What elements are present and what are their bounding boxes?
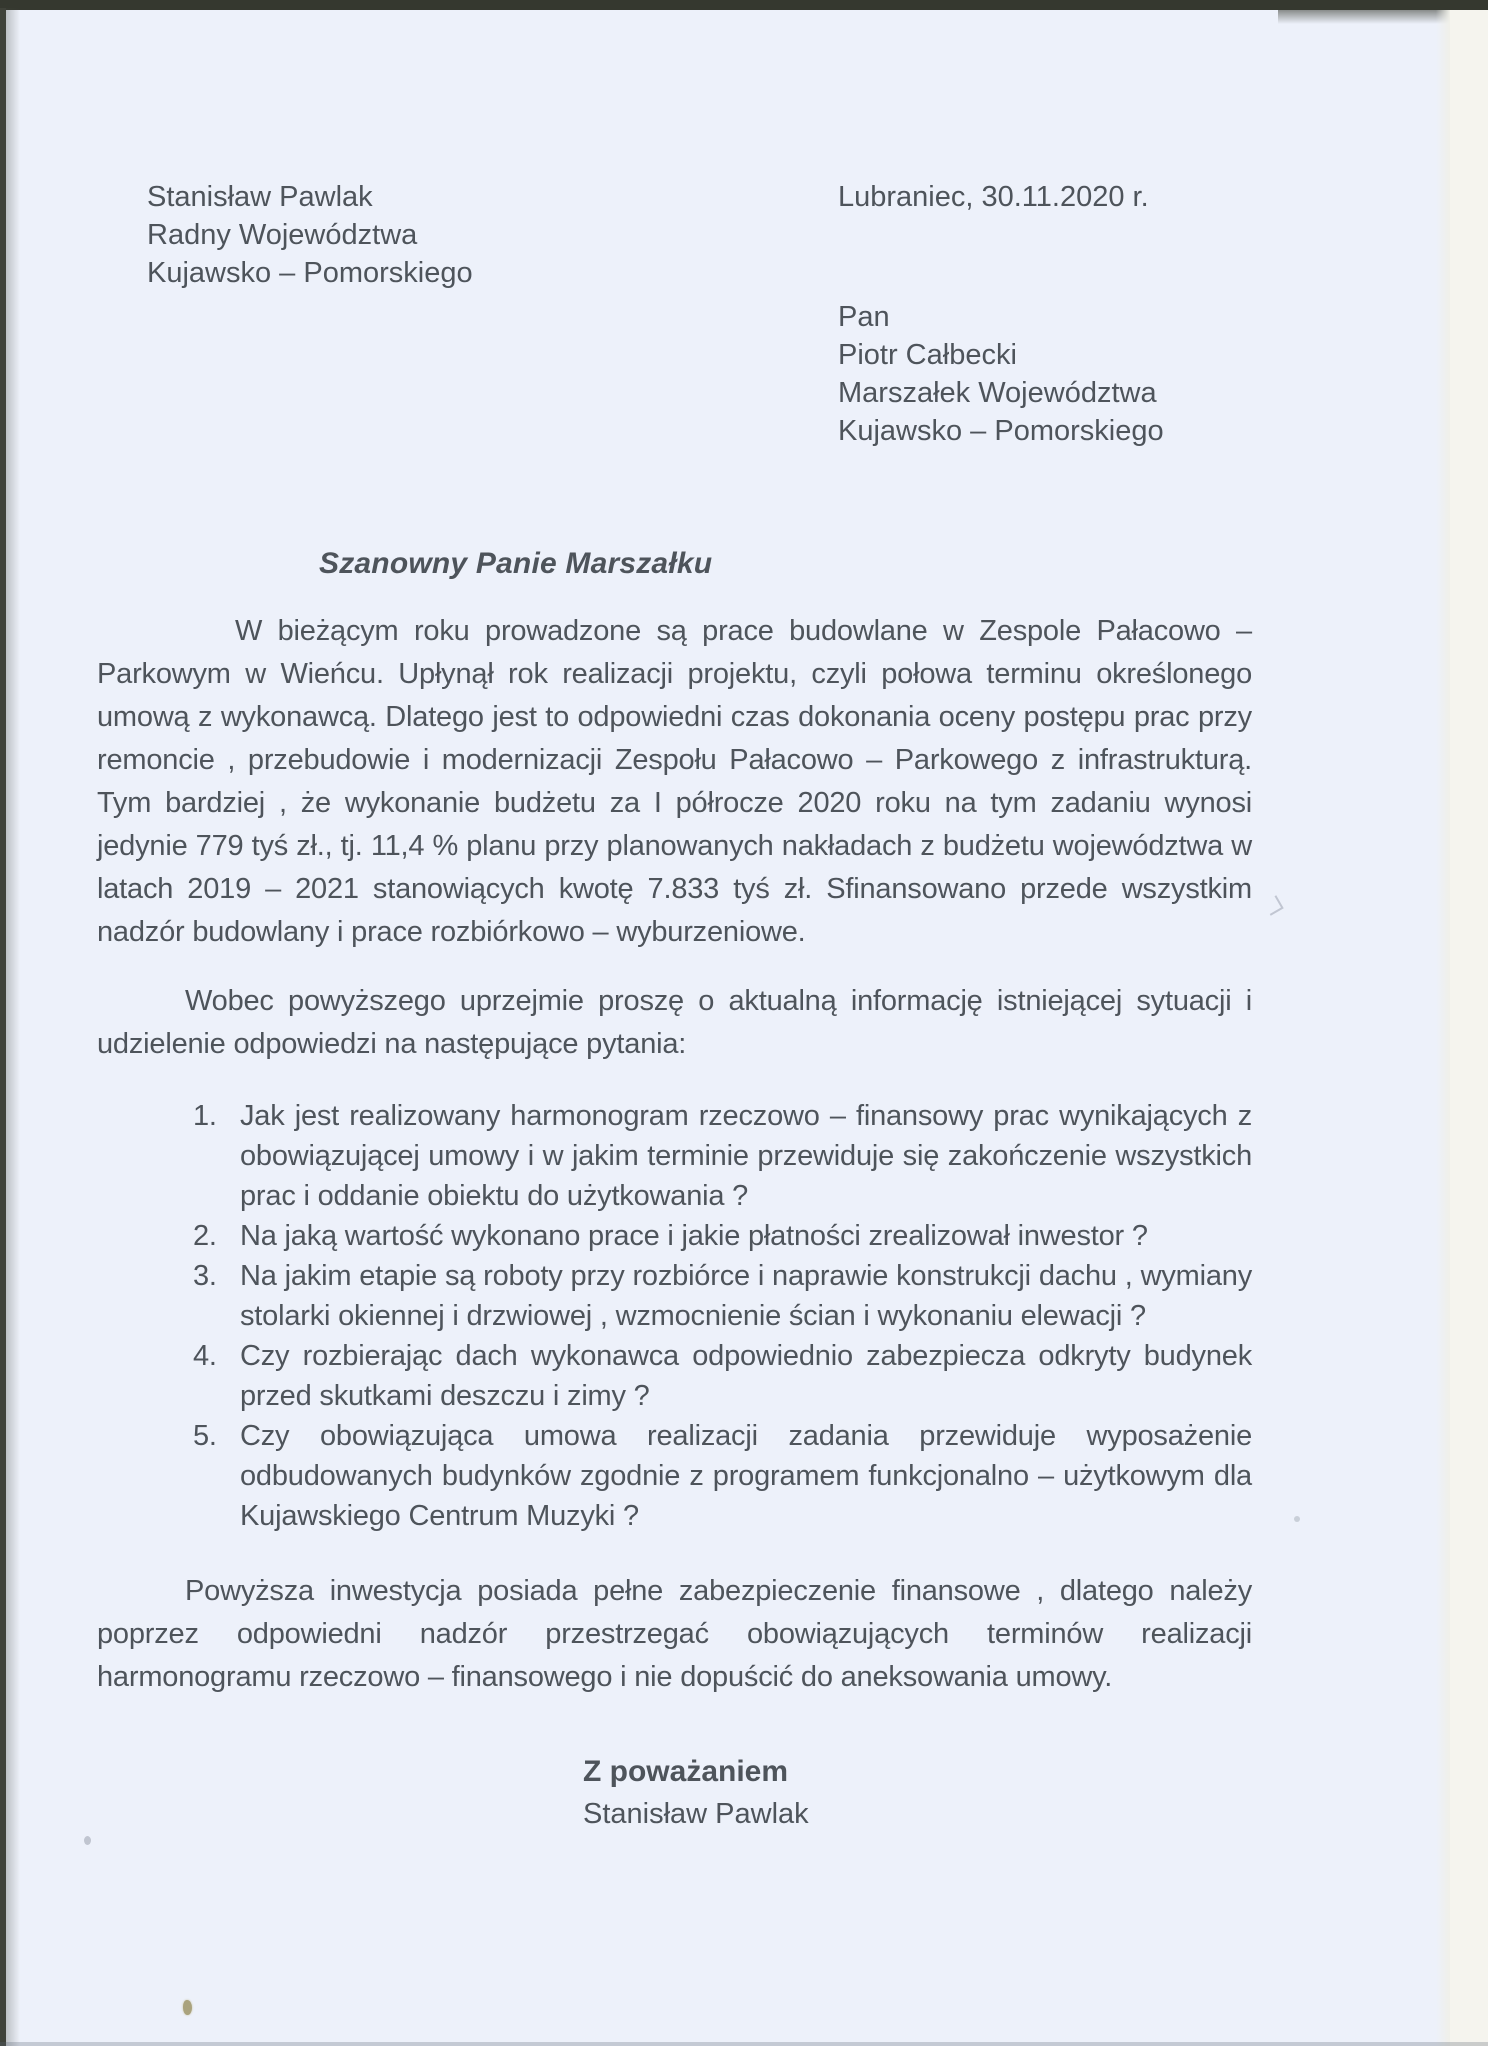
question-text: Jak jest realizowany harmonogram rzeczowo – finansowy prac wynikających z obowiązującej umowy i w jakim terminie przewiduje się zakończenie wszystkich prac i oddanie obiektu do użytkowania ?	[240, 1100, 1252, 1212]
recipient-salutation-word: Pan	[838, 301, 890, 333]
question-number: 5.	[193, 1420, 217, 1452]
address-column	[838, 178, 1164, 450]
question-item-2	[97, 1216, 1252, 1256]
scanner-bottom-edge	[0, 2042, 1488, 2046]
question-number: 1.	[193, 1100, 217, 1132]
letterhead	[97, 178, 1252, 450]
question-number: 3.	[193, 1260, 217, 1292]
question-item-1	[97, 1096, 1252, 1216]
scan-artifact-mark	[1263, 895, 1283, 915]
scanner-right-paper-strip	[1450, 10, 1488, 2046]
scanner-left-edge	[0, 8, 6, 2046]
recipient-region: Kujawsko – Pomorskiego	[838, 415, 1164, 447]
signature-block	[583, 1751, 1252, 1835]
paragraph-request: Wobec powyższego uprzejmie proszę o aktualną informację istniejącej sytuacji i udzielenie odpowiedzi na następujące pytania:	[97, 985, 1252, 1060]
sender-name: Stanisław Pawlak	[147, 181, 373, 213]
sender-region: Kujawsko – Pomorskiego	[147, 257, 473, 289]
question-number: 4.	[193, 1340, 217, 1372]
letter-body	[97, 0, 1252, 1835]
question-item-4	[97, 1336, 1252, 1416]
paragraph-closing: Powyższa inwestycja posiada pełne zabezpieczenie finansowe , dlatego należy poprzez odpowiedni nadzór przestrzegać obowiązujących terminów realizacji harmonogramu rzeczowo – finansowego i nie dopuścić do aneksowania umowy.	[97, 1575, 1252, 1693]
paragraph-intro: W bieżącym roku prowadzone są prace budowlane w Zespole Pałacowo – Parkowym w Wieńcu. Upłynął rok realizacji projektu, czyli połowa terminu określonego umową z wykonawcą. Dlatego jest to odpowiedni czas dokonania oceny postępu prac przy remoncie , przebudowie i modernizacji Zespołu Pałacowo – Parkowego z infrastrukturą. Tym bardziej , że wykonanie budżetu za I półrocze 2020 roku na tym zadaniu wynosi jedynie 779 tyś zł., tj. 11,4 % planu przy planowanych nakładach z budżetu województwa w latach 2019 – 2021 stanowiących kwotę 7.833 tyś zł. Sfinansowano przede wszystkim nadzór budowlany i prace rozbiórkowo – wyburzeniowe.	[97, 615, 1252, 948]
question-number: 2.	[193, 1220, 217, 1252]
question-text: Na jaką wartość wykonano prace i jakie płatności zrealizował inwestor ?	[240, 1220, 1148, 1252]
scan-artifact-smudge	[84, 1836, 91, 1845]
question-text: Na jakim etapie są roboty przy rozbiórce i naprawie konstrukcji dachu , wymiany stolarki okiennej i drzwiowej , wzmocnienie ścian i wykonaniu elewacji ?	[240, 1260, 1252, 1332]
recipient-block	[838, 298, 1164, 450]
closing-phrase: Z poważaniem	[583, 1755, 789, 1788]
recipient-title: Marszałek Województwa	[838, 377, 1157, 409]
dateline: Lubraniec, 30.11.2020 r.	[838, 181, 1149, 213]
scan-artifact-dot	[1294, 1516, 1300, 1522]
salutation: Szanowny Panie Marszałku	[319, 547, 713, 580]
question-item-3	[97, 1256, 1252, 1336]
recipient-name: Piotr Całbecki	[838, 339, 1017, 371]
scan-artifact-speck	[183, 2000, 192, 2015]
questions-list	[97, 1096, 1252, 1536]
sender-title: Radny Województwa	[147, 219, 418, 251]
question-text: Czy obowiązująca umowa realizacji zadania przewiduje wyposażenie odbudowanych budynków zgodnie z programem funkcjonalno – użytkowym dla Kujawskiego Centrum Muzyki ?	[240, 1420, 1252, 1532]
signature-name: Stanisław Pawlak	[583, 1798, 809, 1830]
question-item-5	[97, 1416, 1252, 1536]
question-text: Czy rozbierając dach wykonawca odpowiednio zabezpiecza odkryty budynek przed skutkami deszczu i zimy ?	[240, 1340, 1252, 1412]
